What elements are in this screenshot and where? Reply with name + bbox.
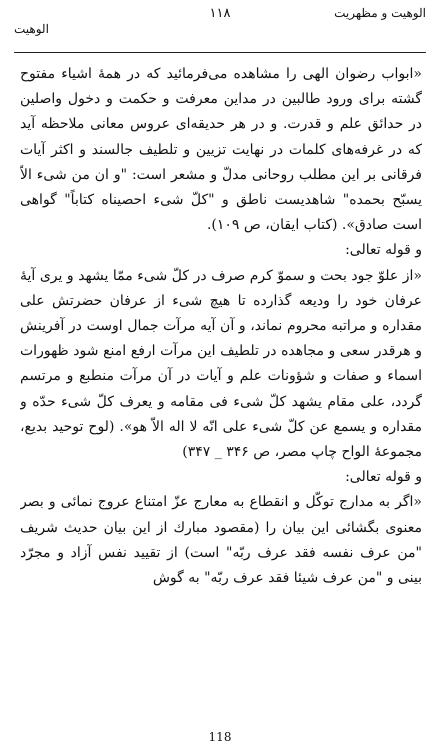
paragraph-quote-1: «ابواب رضوان الهى را مشاهده مى‌فرمائيد كه در همهٔ اشياء مفتوح گشته براى ورود طالبين در مداين معرفت و حكمت و دخول واصلين در حدائق علم و قدرت. و در هر حديقه‌اى عروس معانى ملاحظه آيد كه در غرفه‌هاى كلمات در نهايت تزيين و تلطيف جالسند و اكثر آيات فرقانى بر اين مطلب روحانى مدلّ و مشعر است: "و ان من شىء الاّ يسبّح بحمده" شاهديست ناطق و "كلّ شىء احصيناه كتاباً" گواهى است صادق». (كتاب ايقان، ص ۱۰۹). <box>20 66 422 234</box>
footer-page-number: 118 <box>208 730 232 744</box>
paragraph-quote-3: «اگر به مدارج توكّل و انقطاع به معارج عزّ امتناع عروج نمائى و بصر معنوى بگشائى اين بيان را (مقصود مبارك از اين بيان حديث شريف "من عرف نفسه فقد عرف ربّه" است) از تقييد نفس آزاد و مجرّد بينى و "من عرف شيئا فقد عرف ربّه" به گوش <box>20 494 422 587</box>
paragraph-quote-2: «از علوّ جود بحت و سموّ كرم صرف در كلّ شىء ممّا يشهد و يرى آيهٔ عرفان خود را وديعه گذارده تا هيچ شىء از عرفان حضرتش على مقداره و مراتبه محروم نماند، و آن آيه مرآت جمال اوست در آفرينش و هرقدر سعى و مجاهده در تلطيف اين مرآت ارفع امنع شود ظهورات اسماء و صفات و شؤونات علم و آيات در آن مرآت منطبع و مرتسم گردد، على مقام يشهد كلّ شىء فى مقامه و يعرف كلّ شىء حدّه و مقداره و يسمع عن كلّ شىء على انّه لا اله الاّ هو». (لوح توحيد بديع، مجموعهٔ الواح چاپ مصر، ص ۳۴۶ _ ۳۴۷) <box>20 267 422 461</box>
paragraph-intro-2: و قوله تعالى: <box>345 242 422 259</box>
header-rule <box>14 52 426 53</box>
page-body <box>20 62 422 722</box>
paragraph-intro-3: و قوله تعالى: <box>345 469 422 486</box>
header-page-number: ۱۱۸ <box>209 6 231 21</box>
section-title: الوهيت <box>14 22 49 36</box>
running-header <box>14 6 426 50</box>
running-title: الوهيت و مظهريت <box>334 6 426 20</box>
